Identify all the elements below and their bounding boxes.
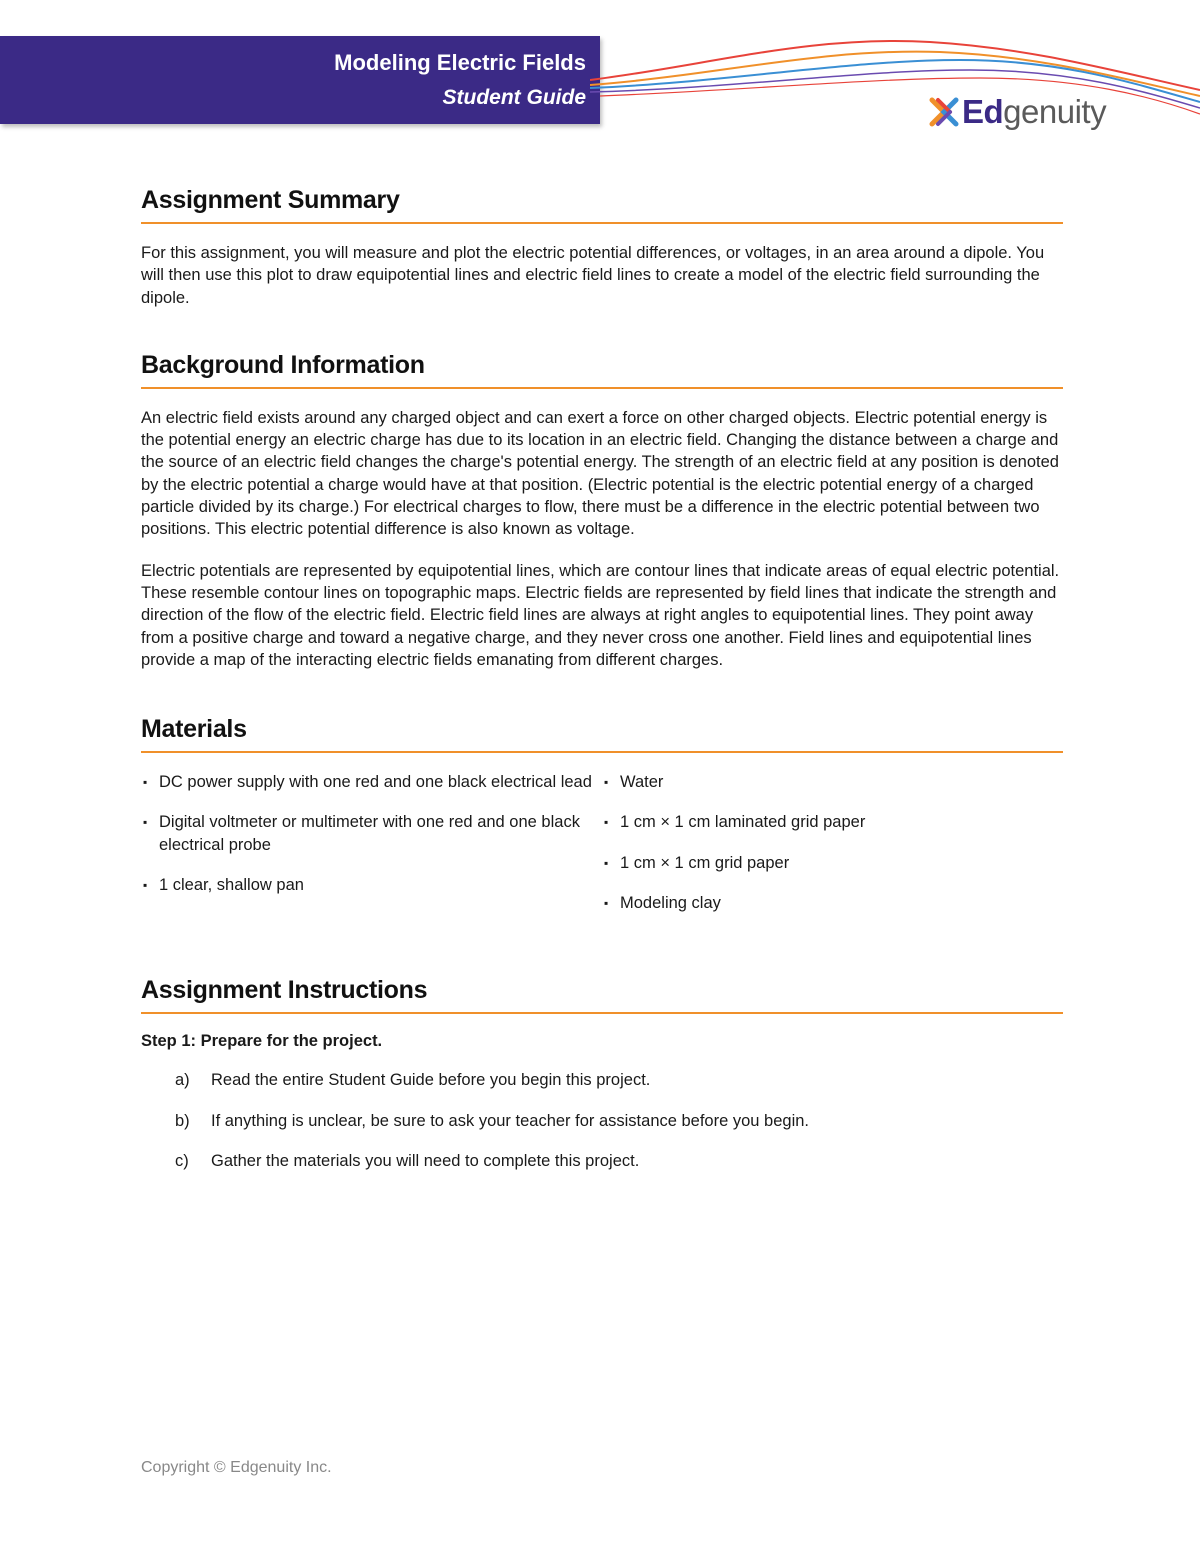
bullet-icon: ▪ (143, 815, 148, 830)
bullet-icon: ▪ (604, 775, 609, 790)
list-item: ▪ Digital voltmeter or multimeter with one red and one black electrical probe (143, 813, 580, 854)
section-assignment-instructions (141, 976, 1063, 1172)
bullet-icon: ▪ (604, 815, 609, 830)
section-assignment-summary (141, 186, 1063, 309)
step-letter: c) (175, 1151, 189, 1170)
document-body (141, 186, 1063, 1190)
list-item: ▪ 1 cm × 1 cm grid paper (602, 852, 1063, 874)
step-letter: b) (175, 1111, 190, 1130)
wave-red-2 (600, 78, 1200, 114)
section-title: Background Information (141, 351, 1063, 389)
step-letter: a) (175, 1071, 190, 1090)
section-title: Materials (141, 715, 1063, 753)
document-subtitle: Student Guide (442, 86, 586, 109)
paragraph: An electric field exists around any charged object and can exert a force on other charged objects. Electric potential energy is the potential energy an electric charge has due to its location in an electric field. Changing the distance between a charge and the source of an electric field changes the charge's potential energy. The strength of an electric field at any position is denoted by the electric potential a charge would have at that position. (Electric potential is the electric potential energy of a charged particle divided by its charge.) For electrical charges to flow, there must be a difference in the electric potential between two positions. This electric potential difference is also known as voltage. (141, 408, 1059, 539)
materials-column-left (141, 771, 602, 932)
step-item: c) Gather the materials you will need to complete this project. (141, 1150, 1063, 1172)
decorative-waves (590, 30, 1200, 120)
bullet-icon: ▪ (143, 878, 148, 893)
bullet-icon: ▪ (604, 855, 609, 870)
section-title: Assignment Summary (141, 186, 1063, 224)
logo-wordmark: Edgenuity (962, 93, 1107, 130)
step-title: Step 1: Prepare for the project. (141, 1032, 383, 1051)
bullet-icon: ▪ (604, 896, 609, 911)
list-item: ▪ Modeling clay (602, 892, 1063, 914)
list-item: ▪ Water (602, 771, 1063, 793)
paragraph: For this assignment, you will measure and plot the electric potential differences, or voltages, in an area around a dipole. You will then use this plot to draw equipotential lines and electric field lines to create a model of the electric field surrounding the dipole. (141, 244, 1045, 307)
list-item: ▪ 1 cm × 1 cm laminated grid paper (602, 811, 1063, 833)
step-item: a) Read the entire Student Guide before you begin this project. (141, 1069, 1063, 1091)
footer-copyright: Copyright © Edgenuity Inc. (141, 1459, 332, 1476)
step-item: b) If anything is unclear, be sure to ask your teacher for assistance before you begin. (141, 1110, 1063, 1132)
section-background-information (141, 351, 1063, 671)
edgenuity-logo (928, 92, 1106, 132)
list-item: ▪ DC power supply with one red and one black electrical lead (141, 771, 602, 793)
bullet-icon: ▪ (143, 775, 148, 790)
section-title: Assignment Instructions (141, 976, 1063, 1014)
materials-column-right (602, 771, 1063, 932)
document-title: Modeling Electric Fields (334, 50, 586, 75)
materials-list (141, 771, 1063, 932)
edgenuity-x-icon (928, 96, 960, 128)
step-list (141, 1069, 1063, 1172)
paragraph: Electric potentials are represented by equipotential lines, which are contour lines that indicate areas of equal electric potential. These resemble contour lines on topographic maps. Electric fields are represented by field lines that indicate the strength and direction of the flow of the electric field. Electric field lines are always at right angles to equipotential lines. They point away from a positive charge and toward a negative charge, and they never cross one another. Field lines and equipotential lines provide a map of the interacting electric fields emanating from different charges. (141, 561, 1060, 669)
section-materials (141, 715, 1063, 932)
list-item: ▪ 1 clear, shallow pan (141, 874, 602, 896)
header-banner (0, 36, 600, 124)
